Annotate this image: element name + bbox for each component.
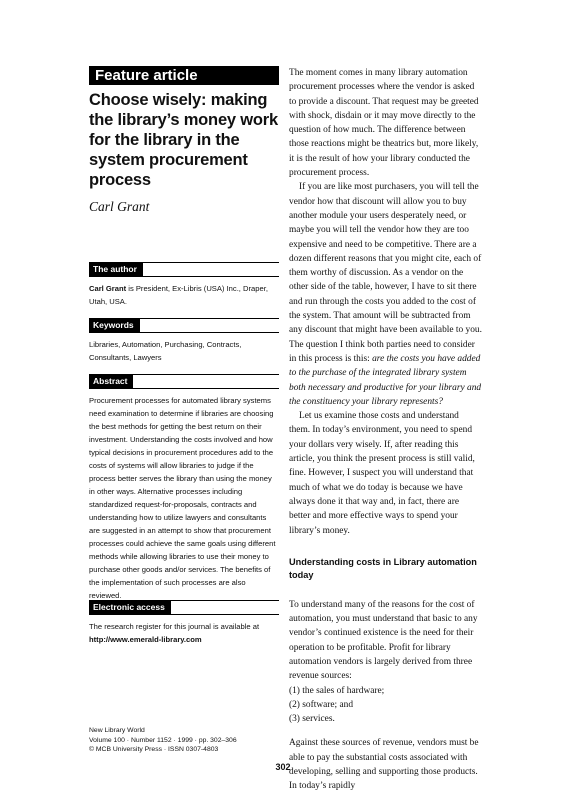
body-paragraph-5: Against these sources of revenue, vendors must be able to pay the substantial costs associated with developing, selling and supporting those products. In today’s rapidly — [289, 738, 479, 792]
body-paragraph-4: To understand many of the reasons for the cost of automation, you must understand that basic to any vendor’s continued existence is the need for their operation to be profitable. Profit for library automation vendors is largely derived from three revenue sources: — [289, 599, 478, 682]
body-column — [289, 66, 482, 794]
author-heading-bar — [89, 262, 279, 277]
keywords-section — [89, 318, 279, 364]
article-author: Carl Grant — [89, 199, 150, 214]
access-heading-bar — [89, 600, 279, 615]
access-heading: Electronic access — [89, 601, 171, 614]
list-item: (1) the sales of hardware; — [289, 685, 385, 696]
page-number: 302 — [275, 762, 291, 772]
author-section — [89, 262, 279, 308]
journal-publisher: © MCB University Press · ISSN 0307-4803 — [89, 746, 219, 753]
access-description: The research register for this journal is available at — [89, 622, 260, 631]
article-title: Choose wisely: making the library’s money work for the library in the system procurement process — [89, 91, 278, 189]
body-paragraph-2-text: If you are like most purchasers, you will tell the vendor how that discount will allow you to buy another module your users desperately need, or maybe you will tell the vendor how they are too expensive and need to be competitive. There are a dozen different reasons that you might cite, each of them worthy of discussion. As a vendor on the other side of the table, however, I have to sit there and run through the costs you added to the cost of the system. That amount will be subtracted from any discount that might have been available to you. The question I think both parties need to consider in this process is this: — [289, 182, 482, 364]
body-paragraph-3: Let us examine those costs and understand them. In today’s environment, you need to spend your dollars very wisely. If, after reading this article, you think the present process is still valid, fine. However, I suspect you will understand that much of what we do today is because we have always done it that way and, in fact, there are better and more effective ways to spend your library’s money. — [289, 411, 475, 536]
keywords-heading-bar — [89, 318, 279, 333]
author-text — [89, 282, 279, 308]
section-subheading: Understanding costs in Library automation today — [289, 556, 477, 580]
journal-volume: Volume 100 · Number 1152 · 1999 · pp. 302–306 — [89, 736, 237, 744]
author-heading: The author — [89, 263, 143, 276]
left-column — [89, 66, 279, 215]
body-paragraph-1: The moment comes in many library automation procurement processes where the vendor is asked to provide a discount. That request may be greeted with shock, disdain or it may move directly to the question of how much. The difference between those reactions might be theatrics but, more likely, it is the result of how your library conducted the procurement process. — [289, 68, 479, 179]
abstract-heading-bar — [89, 374, 279, 389]
journal-footer — [89, 726, 279, 755]
author-bio-text: is President, Ex-Libris (USA) Inc., Draper, Utah, USA. — [89, 284, 268, 306]
abstract-section — [89, 374, 279, 602]
keywords-heading: Keywords — [89, 319, 140, 332]
list-item: (3) services. — [289, 714, 335, 725]
journal-name: New Library World — [89, 727, 145, 734]
feature-article-label: Feature article — [89, 66, 279, 85]
electronic-access-section — [89, 600, 279, 646]
paragraph-gap — [289, 726, 482, 736]
author-bio-name: Carl Grant — [89, 284, 127, 293]
body-paragraph-2 — [289, 180, 482, 409]
keywords-text: Libraries, Automation, Purchasing, Contracts, Consultants, Lawyers — [89, 340, 242, 362]
abstract-heading: Abstract — [89, 375, 133, 388]
body-paragraph-2-italic: are the costs you have added to the purchase of the integrated library system both necessary and productive for your library and the constituency your library represents? — [289, 353, 482, 407]
list-item: (2) software; and — [289, 699, 354, 710]
abstract-text: Procurement processes for automated library systems need examination to determine if libraries are choosing the best methods for getting the best return on their investment. Understanding the costs involved and how typical decisions in procurement procedures add to the costs of systems will allow libraries to judge if the process better serves the library than using the money in other ways. Alternative processes including standardized request-for-proposals, contracts and understanding how to utilize lawyers and consultants are suggested in an attempt to show that procurement processes could achieve the same goals using different methods while allowing libraries to use their money to purchase other goods and/or services. The benefits of the implementation of such processes are also reviewed. — [89, 396, 276, 600]
access-url-link[interactable]: http://www.emerald-library.com — [89, 635, 202, 644]
access-text — [89, 620, 279, 646]
